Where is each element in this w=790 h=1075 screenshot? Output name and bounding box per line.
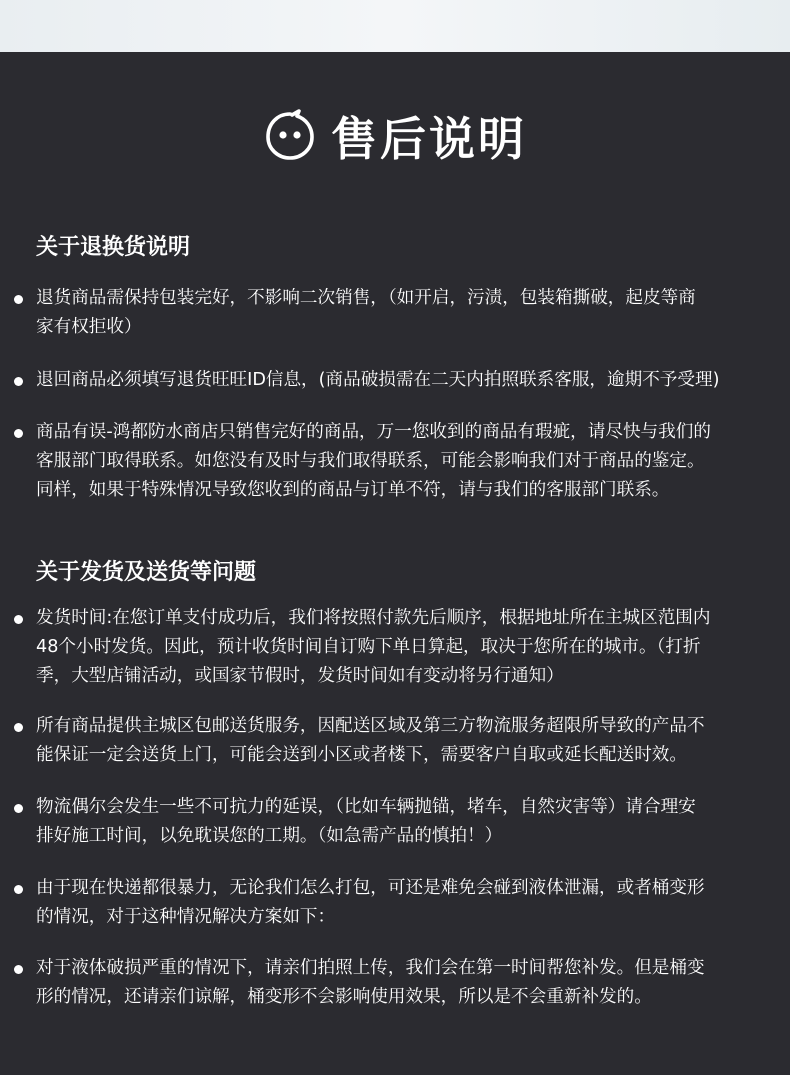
bullet-icon bbox=[14, 295, 23, 304]
page-title: 售后说明 bbox=[331, 112, 527, 166]
list-item bbox=[14, 284, 782, 342]
list-item-text: 退货商品需保持包装完好，不影响二次销售，（如开启，污渍，包装箱撕破，起皮等商 家有权拒收） bbox=[36, 288, 696, 337]
list-item bbox=[14, 366, 782, 395]
bullet-icon bbox=[14, 885, 23, 894]
bullet-icon bbox=[14, 965, 23, 974]
list-item bbox=[14, 954, 782, 1012]
list-item-text: 退回商品必须填写退货旺旺ID信息，(商品破损需在二天内拍照联系客服，逾期不予受理) bbox=[36, 370, 720, 390]
list-item-text: 由于现在快递都很暴力，无论我们怎么打包，可还是难免会碰到液体泄漏，或者桶变形 的情况，对于这种情况解决方案如下： bbox=[36, 878, 705, 927]
face-icon bbox=[263, 109, 317, 163]
list-item bbox=[14, 793, 782, 851]
title-row bbox=[0, 104, 790, 168]
list-item bbox=[14, 418, 782, 505]
section-heading-shipping: 关于发货及送货等问题 bbox=[36, 560, 257, 585]
list-item bbox=[14, 874, 782, 932]
bullet-icon bbox=[14, 723, 23, 732]
bullet-icon bbox=[14, 429, 23, 438]
list-item-text: 发货时间:在您订单支付成功后，我们将按照付款先后顺序，根据地址所在主城区范围内 48个小时发货。因此，预计收货时间自订购下单日算起，取决于您所在的城市。（打折 季，大型店铺活动，或国家节假时，发货时间如有变动将另行通知） bbox=[36, 608, 711, 686]
list-item-text: 所有商品提供主城区包邮送货服务，因配送区域及第三方物流服务超限所导致的产品不 能保证一定会送货上门，可能会送到小区或者楼下，需要客户自取或延长配送时效。 bbox=[36, 716, 705, 765]
bullet-icon bbox=[14, 615, 23, 624]
bullet-icon bbox=[14, 804, 23, 813]
bullet-icon bbox=[14, 377, 23, 386]
list-item bbox=[14, 604, 782, 691]
list-item-text: 对于液体破损严重的情况下，请亲们拍照上传，我们会在第一时间帮您补发。但是桶变 形的情况，还请亲们谅解，桶变形不会影响使用效果，所以是不会重新补发的。 bbox=[36, 958, 705, 1007]
list-item-text: 商品有误-鸿都防水商店只销售完好的商品，万一您收到的商品有瑕疵，请尽快与我们的 客服部门取得联系。如您没有及时与我们取得联系，可能会影响我们对于商品的鉴定。 同样，如果于特殊情况导致您收到的商品与订单不符，请与我们的客服部门联系。 bbox=[36, 422, 711, 500]
top-band bbox=[0, 0, 790, 52]
list-item bbox=[14, 712, 782, 770]
section-heading-returns: 关于退换货说明 bbox=[36, 235, 191, 260]
list-item-text: 物流偶尔会发生一些不可抗力的延误，（比如车辆抛锚，堵车，自然灾害等）请合理安 排好施工时间，以免耽误您的工期。（如急需产品的慎拍！） bbox=[36, 797, 696, 846]
